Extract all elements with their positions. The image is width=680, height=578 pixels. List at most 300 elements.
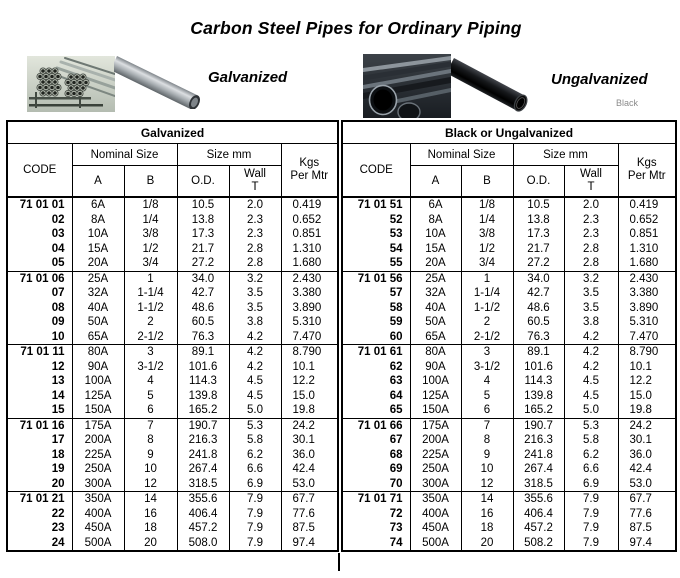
cell-code: 13 [7,374,72,389]
cell-nominal-a: 65A [72,330,124,345]
cell-nominal-b: 7 [461,418,513,433]
cell-wall-t: 3.5 [229,301,281,316]
cell-wall-t: 4.2 [564,360,618,375]
kgs-line1: Kgs [299,157,320,170]
cell-nominal-b: 2-1/2 [124,330,177,345]
cell-code: 12 [7,360,72,375]
cell-nominal-a: 65A [410,330,461,345]
cell-nominal-b: 3/4 [124,256,177,271]
cell-nominal-b: 1/4 [461,213,513,228]
table-row [342,256,676,271]
cell-nominal-a: 20A [72,256,124,271]
cell-wall-t: 3.2 [564,271,618,286]
cell-wall-t: 3.8 [564,315,618,330]
cell-nominal-b: 16 [124,507,177,522]
cell-nominal-a: 15A [72,242,124,257]
cell-nominal-b: 1 [124,271,177,286]
cell-code: 63 [342,374,410,389]
cell-kgs-per-mtr: 1.310 [618,242,676,257]
table-row [342,286,676,301]
cell-wall-t: 7.9 [564,492,618,507]
cell-od: 27.2 [513,256,564,271]
table-row [342,536,676,552]
table-row [7,256,338,271]
cell-nominal-b: 1/4 [124,213,177,228]
row-block [7,492,338,552]
cell-nominal-a: 40A [410,301,461,316]
cell-kgs-per-mtr: 3.890 [281,301,338,316]
cell-wall-t: 7.9 [229,536,281,552]
col-header-kgs-per-mtr [618,144,676,198]
cell-wall-t: 4.5 [229,389,281,404]
col-header-nominal-size: Nominal Size [72,144,177,166]
cell-nominal-a: 225A [72,448,124,463]
cell-kgs-per-mtr: 30.1 [618,433,676,448]
cell-wall-t: 4.5 [564,389,618,404]
cell-wall-t: 3.2 [229,271,281,286]
section-title-ungalvanized: Black or Ungalvanized [342,121,676,144]
cell-code: 23 [7,521,72,536]
kgs-line2: Per Mtr [290,170,329,182]
cell-wall-t: 5.3 [564,418,618,433]
cell-kgs-per-mtr: 10.1 [281,360,338,375]
cell-nominal-a: 50A [410,315,461,330]
cell-wall-t: 4.2 [229,345,281,360]
row-block [342,271,676,345]
cell-code: 24 [7,536,72,552]
cell-code: 54 [342,242,410,257]
cell-nominal-b: 16 [461,507,513,522]
col-header-code: CODE [7,144,72,198]
table-row [7,521,338,536]
cell-od: 139.8 [513,389,564,404]
cell-nominal-a: 350A [410,492,461,507]
cell-wall-t: 3.8 [229,315,281,330]
cell-wall-t: 6.6 [564,462,618,477]
cell-nominal-a: 175A [72,418,124,433]
cell-od: 101.6 [177,360,229,375]
black-pipe-icon [451,54,533,114]
cell-od: 508.2 [513,536,564,552]
page-title: Carbon Steel Pipes for Ordinary Piping [190,18,522,38]
table-row [342,315,676,330]
cell-wall-t: 4.5 [229,374,281,389]
cell-nominal-b: 1/2 [124,242,177,257]
cell-wall-t: 7.9 [564,536,618,552]
cell-wall-t: 2.3 [564,227,618,242]
col-header-size-mm: Size mm [177,144,281,166]
cell-code: 71 01 66 [342,418,410,433]
cell-code: 17 [7,433,72,448]
cell-wall-t: 2.0 [229,197,281,213]
cell-od: 165.2 [513,403,564,418]
table-row [7,492,338,507]
cell-code: 71 01 61 [342,345,410,360]
cell-wall-t: 6.2 [229,448,281,463]
table-row [7,433,338,448]
cell-nominal-a: 25A [72,271,124,286]
cell-od: 10.5 [513,197,564,213]
cell-code: 73 [342,521,410,536]
cell-nominal-b: 6 [124,403,177,418]
cell-wall-t: 2.3 [564,213,618,228]
cell-nominal-a: 300A [410,477,461,492]
cell-code: 64 [342,389,410,404]
ungalvanized-table-head [342,121,676,197]
cell-kgs-per-mtr: 53.0 [618,477,676,492]
col-header-od: O.D. [513,166,564,198]
cell-nominal-b: 1/2 [461,242,513,257]
cell-nominal-a: 40A [72,301,124,316]
table-row [7,536,338,552]
cell-nominal-b: 1-1/2 [461,301,513,316]
cell-nominal-b: 9 [461,448,513,463]
cell-od: 17.3 [177,227,229,242]
cell-code: 67 [342,433,410,448]
cell-kgs-per-mtr: 10.1 [618,360,676,375]
cell-nominal-b: 9 [124,448,177,463]
cell-od: 48.6 [177,301,229,316]
cell-code: 71 01 06 [7,271,72,286]
cell-od: 190.7 [513,418,564,433]
table-row [342,433,676,448]
cell-wall-t: 6.9 [229,477,281,492]
cell-nominal-a: 80A [72,345,124,360]
cell-od: 89.1 [513,345,564,360]
cell-nominal-b: 5 [124,389,177,404]
cell-nominal-a: 450A [410,521,461,536]
col-header-wall-t [229,166,281,198]
table-row [7,345,338,360]
cell-code: 74 [342,536,410,552]
cell-kgs-per-mtr: 12.2 [281,374,338,389]
cell-code: 14 [7,389,72,404]
cell-wall-t: 2.0 [564,197,618,213]
cell-code: 62 [342,360,410,375]
cell-nominal-a: 150A [72,403,124,418]
cell-code: 03 [7,227,72,242]
table-row [7,197,338,213]
table-row [342,213,676,228]
col-header-nominal-size: Nominal Size [410,144,513,166]
table-row [342,477,676,492]
cell-nominal-b: 3-1/2 [461,360,513,375]
cell-od: 101.6 [513,360,564,375]
cell-wall-t: 4.2 [229,360,281,375]
table-row [7,242,338,257]
cell-nominal-b: 1-1/4 [124,286,177,301]
cell-od: 60.5 [513,315,564,330]
cell-code: 70 [342,477,410,492]
cell-nominal-a: 50A [72,315,124,330]
cell-code: 15 [7,403,72,418]
cell-nominal-b: 10 [124,462,177,477]
cell-wall-t: 6.6 [229,462,281,477]
cell-od: 267.4 [177,462,229,477]
cell-code: 69 [342,462,410,477]
cell-nominal-b: 20 [124,536,177,552]
table-row [342,330,676,345]
cell-nominal-b: 18 [124,521,177,536]
cell-nominal-a: 25A [410,271,461,286]
cell-nominal-b: 3/8 [124,227,177,242]
cell-od: 17.3 [513,227,564,242]
table-row [342,507,676,522]
galvanized-label: Galvanized [208,69,288,86]
cell-nominal-b: 18 [461,521,513,536]
cell-nominal-a: 225A [410,448,461,463]
cell-od: 355.6 [513,492,564,507]
cell-kgs-per-mtr: 42.4 [281,462,338,477]
cell-code: 19 [7,462,72,477]
cell-kgs-per-mtr: 1.680 [281,256,338,271]
cell-wall-t: 6.9 [564,477,618,492]
galvanized-pipes-photo-icon [27,56,115,112]
cell-nominal-b: 3 [461,345,513,360]
table-row [7,286,338,301]
cell-kgs-per-mtr: 8.790 [281,345,338,360]
cell-kgs-per-mtr: 19.8 [281,403,338,418]
cell-od: 48.6 [513,301,564,316]
cell-nominal-a: 200A [410,433,461,448]
table-row [7,418,338,433]
wall-line2: T [587,181,595,193]
cell-wall-t: 7.9 [229,521,281,536]
cell-od: 42.7 [177,286,229,301]
table-row [342,345,676,360]
cell-nominal-a: 150A [410,403,461,418]
cell-kgs-per-mtr: 7.470 [281,330,338,345]
cell-code: 71 01 16 [7,418,72,433]
cell-od: 13.8 [513,213,564,228]
cell-kgs-per-mtr: 2.430 [281,271,338,286]
cell-kgs-per-mtr: 1.680 [618,256,676,271]
cell-code: 04 [7,242,72,257]
cell-nominal-a: 100A [410,374,461,389]
cell-nominal-b: 1/8 [124,197,177,213]
cell-kgs-per-mtr: 8.790 [618,345,676,360]
table-row [342,374,676,389]
cell-od: 60.5 [177,315,229,330]
cell-nominal-a: 10A [72,227,124,242]
cell-kgs-per-mtr: 24.2 [618,418,676,433]
cell-nominal-b: 7 [124,418,177,433]
wall-line1: Wall [580,168,602,181]
cell-kgs-per-mtr: 97.4 [618,536,676,552]
cell-wall-t: 2.8 [229,256,281,271]
cell-nominal-b: 3/8 [461,227,513,242]
cell-kgs-per-mtr: 77.6 [618,507,676,522]
cell-code: 58 [342,301,410,316]
cell-od: 318.5 [513,477,564,492]
cell-od: 89.1 [177,345,229,360]
cell-wall-t: 3.5 [229,286,281,301]
cell-nominal-b: 2 [461,315,513,330]
cell-kgs-per-mtr: 77.6 [281,507,338,522]
cell-wall-t: 2.8 [564,242,618,257]
cell-wall-t: 4.2 [229,330,281,345]
cell-nominal-a: 15A [410,242,461,257]
cell-wall-t: 6.2 [564,448,618,463]
col-header-wall-t [564,166,618,198]
cell-code: 53 [342,227,410,242]
cell-kgs-per-mtr: 67.7 [281,492,338,507]
section-title-galvanized: Galvanized [7,121,338,144]
cell-kgs-per-mtr: 3.380 [618,286,676,301]
cell-code: 55 [342,256,410,271]
cell-kgs-per-mtr: 15.0 [618,389,676,404]
cell-nominal-a: 250A [410,462,461,477]
cell-kgs-per-mtr: 30.1 [281,433,338,448]
cell-od: 457.2 [177,521,229,536]
table-row [7,330,338,345]
cell-nominal-b: 1-1/4 [461,286,513,301]
table-row [7,213,338,228]
cell-od: 13.8 [177,213,229,228]
wall-line1: Wall [244,168,266,181]
cell-od: 165.2 [177,403,229,418]
cell-nominal-a: 10A [410,227,461,242]
table-row [7,389,338,404]
col-header-b: B [461,166,513,198]
cell-nominal-b: 3 [124,345,177,360]
cell-wall-t: 5.0 [229,403,281,418]
table-row [7,301,338,316]
cell-od: 34.0 [177,271,229,286]
cell-code: 59 [342,315,410,330]
cell-nominal-b: 3/4 [461,256,513,271]
cell-od: 216.3 [513,433,564,448]
cell-wall-t: 3.5 [564,286,618,301]
cell-od: 457.2 [513,521,564,536]
black-pipes-photo-icon [363,54,451,118]
cell-nominal-a: 400A [72,507,124,522]
cell-wall-t: 4.2 [564,345,618,360]
cell-kgs-per-mtr: 0.419 [618,197,676,213]
cell-nominal-b: 2-1/2 [461,330,513,345]
table-row [342,301,676,316]
table-row [7,271,338,286]
ungalvanized-label: Ungalvanized [551,71,648,88]
cell-nominal-a: 125A [410,389,461,404]
cell-nominal-a: 250A [72,462,124,477]
cell-od: 139.8 [177,389,229,404]
cell-kgs-per-mtr: 53.0 [281,477,338,492]
cell-od: 241.8 [513,448,564,463]
cell-nominal-b: 8 [124,433,177,448]
cell-code: 08 [7,301,72,316]
cell-kgs-per-mtr: 0.652 [618,213,676,228]
ungalvanized-table [341,120,677,552]
row-block [342,197,676,271]
table-row [342,271,676,286]
cell-code: 71 01 56 [342,271,410,286]
cell-nominal-b: 3-1/2 [124,360,177,375]
cell-wall-t: 7.9 [564,521,618,536]
cell-od: 267.4 [513,462,564,477]
cell-wall-t: 7.9 [229,492,281,507]
galvanized-table-head [7,121,338,197]
cell-kgs-per-mtr: 0.851 [618,227,676,242]
row-block [7,418,338,492]
cell-od: 114.3 [177,374,229,389]
col-header-a: A [72,166,124,198]
table-row [7,374,338,389]
cell-code: 71 01 51 [342,197,410,213]
cell-kgs-per-mtr: 19.8 [618,403,676,418]
cell-wall-t: 2.8 [229,242,281,257]
cell-kgs-per-mtr: 5.310 [281,315,338,330]
cell-nominal-a: 90A [72,360,124,375]
cell-wall-t: 5.3 [229,418,281,433]
cell-nominal-b: 12 [461,477,513,492]
cell-kgs-per-mtr: 5.310 [618,315,676,330]
cell-kgs-per-mtr: 97.4 [281,536,338,552]
table-row [7,448,338,463]
cell-kgs-per-mtr: 87.5 [281,521,338,536]
cell-nominal-a: 32A [410,286,461,301]
cell-od: 21.7 [513,242,564,257]
cell-wall-t: 4.2 [564,330,618,345]
cell-od: 216.3 [177,433,229,448]
row-block [7,197,338,271]
table-row [342,418,676,433]
col-header-od: O.D. [177,166,229,198]
cell-od: 318.5 [177,477,229,492]
cell-nominal-a: 8A [410,213,461,228]
cell-od: 355.6 [177,492,229,507]
cell-nominal-a: 32A [72,286,124,301]
table-row [342,448,676,463]
cell-code: 71 01 21 [7,492,72,507]
cell-od: 406.4 [177,507,229,522]
cell-nominal-a: 20A [410,256,461,271]
cell-nominal-a: 350A [72,492,124,507]
table-row [7,403,338,418]
cell-code: 18 [7,448,72,463]
cell-code: 22 [7,507,72,522]
cell-wall-t: 5.0 [564,403,618,418]
row-block [342,418,676,492]
table-row [342,227,676,242]
table-row [7,315,338,330]
kgs-line2: Per Mtr [627,170,666,182]
cell-nominal-b: 4 [124,374,177,389]
cell-nominal-b: 14 [461,492,513,507]
cell-wall-t: 2.3 [229,213,281,228]
cell-wall-t: 5.8 [229,433,281,448]
cell-nominal-a: 80A [410,345,461,360]
cell-code: 71 01 01 [7,197,72,213]
cell-kgs-per-mtr: 7.470 [618,330,676,345]
cell-kgs-per-mtr: 0.419 [281,197,338,213]
cell-kgs-per-mtr: 42.4 [618,462,676,477]
cell-nominal-b: 6 [461,403,513,418]
cell-od: 21.7 [177,242,229,257]
galvanized-pipe-icon [114,51,204,109]
cell-nominal-b: 1-1/2 [124,301,177,316]
cell-od: 76.3 [177,330,229,345]
cell-kgs-per-mtr: 0.652 [281,213,338,228]
cell-code: 20 [7,477,72,492]
row-block [342,345,676,419]
cell-nominal-b: 20 [461,536,513,552]
cell-nominal-a: 90A [410,360,461,375]
cell-kgs-per-mtr: 0.851 [281,227,338,242]
col-header-code: CODE [342,144,410,198]
cell-kgs-per-mtr: 15.0 [281,389,338,404]
cell-wall-t: 4.5 [564,374,618,389]
